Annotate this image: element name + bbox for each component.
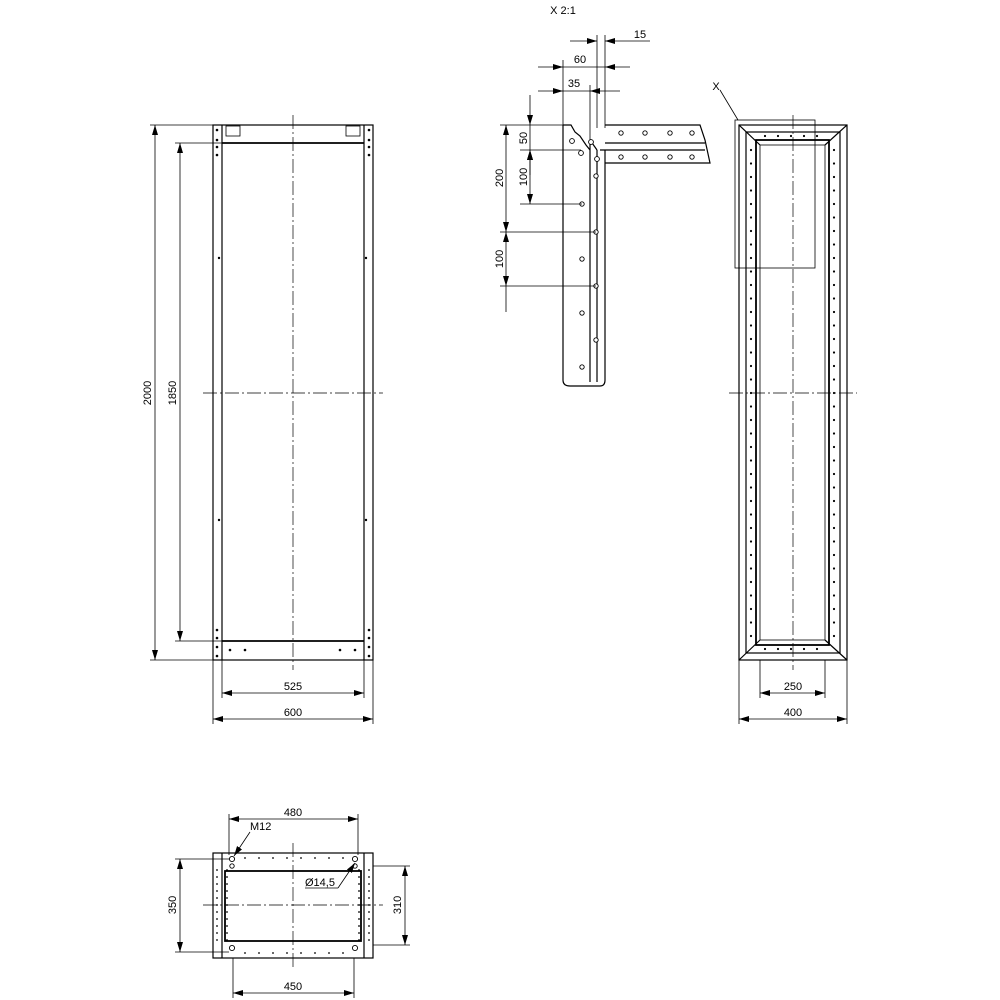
plan-depth-outer-label: 350 [167, 895, 179, 915]
rail-hole [368, 890, 370, 892]
rail-hole [750, 203, 752, 205]
rail-hole [833, 473, 835, 475]
rail-hole [750, 554, 752, 556]
rail-hole [286, 857, 288, 859]
rail-hole [226, 883, 228, 885]
rail-hole [833, 513, 835, 515]
rail-hole [244, 857, 246, 859]
rail-hole [777, 648, 779, 650]
rail-hole [226, 869, 228, 871]
detail-x-view [494, 5, 710, 386]
rail-hole [216, 911, 218, 913]
front-width-inner-label: 525 [283, 681, 303, 693]
rail-hole [286, 952, 288, 954]
rail-hole [226, 911, 228, 913]
rail-hole [750, 635, 752, 637]
rail-hole [833, 581, 835, 583]
rail-hole [750, 405, 752, 407]
rail-hole [750, 243, 752, 245]
rail-hole [244, 952, 246, 954]
rail-hole [833, 311, 835, 313]
side-detail-marker: X [712, 81, 720, 93]
rail-hole [368, 869, 370, 871]
rail-hole [833, 500, 835, 502]
plan-width-bottom-label: 450 [283, 981, 303, 993]
rail-hole [226, 918, 228, 920]
rail-hole [300, 952, 302, 954]
rail-hole [328, 952, 330, 954]
rail-hole [790, 648, 792, 650]
rail-hole [833, 419, 835, 421]
rail-hole [358, 932, 360, 934]
rail-hole [833, 635, 835, 637]
rail-hole [750, 419, 752, 421]
front-width-outer-label: 600 [283, 707, 303, 719]
rail-hole [750, 189, 752, 191]
rail-hole [833, 216, 835, 218]
rail-hole [833, 162, 835, 164]
rail-hole [750, 432, 752, 434]
rail-hole [750, 608, 752, 610]
rail-hole [368, 904, 370, 906]
rail-hole [750, 513, 752, 515]
detail-dim-15: 15 [633, 29, 647, 41]
rail-hole [764, 135, 766, 137]
rail-hole [750, 311, 752, 313]
rail-hole [258, 952, 260, 954]
rail-hole [833, 608, 835, 610]
rail-hole [358, 911, 360, 913]
rail-hole [833, 621, 835, 623]
rail-hole [833, 270, 835, 272]
rail-hole [833, 230, 835, 232]
rail-hole [803, 648, 805, 650]
rail-hole [750, 257, 752, 259]
rail-hole [816, 648, 818, 650]
rail-hole [226, 890, 228, 892]
plan-thread-label: M12 [250, 821, 272, 833]
rail-hole [358, 918, 360, 920]
rail-hole [750, 473, 752, 475]
rail-hole [833, 405, 835, 407]
rail-hole [833, 392, 835, 394]
rail-hole [750, 486, 752, 488]
rail-hole [342, 857, 344, 859]
rail-hole [803, 135, 805, 137]
detail-dim-50: 50 [518, 131, 530, 145]
rail-hole [833, 446, 835, 448]
rail-hole [216, 925, 218, 927]
rail-hole [833, 351, 835, 353]
rail-hole [750, 459, 752, 461]
rail-hole [368, 939, 370, 941]
rail-hole [790, 135, 792, 137]
rail-hole [833, 540, 835, 542]
rail-hole [258, 857, 260, 859]
rail-hole [750, 284, 752, 286]
rail-hole [368, 918, 370, 920]
rail-hole [833, 203, 835, 205]
rail-hole [226, 925, 228, 927]
rail-hole [358, 876, 360, 878]
rail-hole [750, 567, 752, 569]
rail-hole [368, 932, 370, 934]
side-width-outer-label: 400 [783, 707, 803, 719]
rail-hole [750, 392, 752, 394]
rail-hole [750, 446, 752, 448]
rail-hole [777, 135, 779, 137]
rail-hole [750, 297, 752, 299]
rail-hole [358, 939, 360, 941]
rail-hole [750, 324, 752, 326]
detail-dim-200: 200 [494, 168, 506, 188]
rail-hole [226, 939, 228, 941]
detail-dim-100-a: 100 [518, 167, 530, 187]
rail-hole [750, 365, 752, 367]
rail-hole [368, 883, 370, 885]
rail-hole [833, 243, 835, 245]
rail-hole [358, 897, 360, 899]
detail-dim-35: 35 [567, 78, 581, 90]
rail-hole [216, 883, 218, 885]
plan-depth-inner-label: 310 [392, 895, 404, 915]
rail-hole [833, 324, 835, 326]
rail-hole [216, 869, 218, 871]
rail-hole [833, 189, 835, 191]
rail-hole [833, 567, 835, 569]
rail-hole [750, 149, 752, 151]
rail-hole [750, 351, 752, 353]
rail-hole [833, 257, 835, 259]
front-view [142, 115, 383, 724]
rail-hole [216, 904, 218, 906]
plan-hole-dia-label: Ø14,5 [305, 877, 335, 889]
detail-dim-60: 60 [573, 54, 587, 66]
rail-hole [833, 594, 835, 596]
rail-hole [314, 857, 316, 859]
rail-hole [300, 857, 302, 859]
side-width-inner-label: 250 [783, 681, 803, 693]
detail-holes [570, 131, 695, 369]
rail-hole [833, 297, 835, 299]
rail-hole [750, 581, 752, 583]
rail-hole [358, 869, 360, 871]
rail-hole [226, 897, 228, 899]
detail-title: X 2:1 [550, 5, 576, 17]
rail-hole [750, 216, 752, 218]
rail-hole [216, 876, 218, 878]
side-view-holes [750, 135, 835, 650]
rail-hole [833, 365, 835, 367]
rail-hole [216, 890, 218, 892]
rail-hole [833, 527, 835, 529]
rail-hole [226, 904, 228, 906]
rail-hole [314, 952, 316, 954]
rail-hole [750, 540, 752, 542]
rail-hole [750, 176, 752, 178]
rail-hole [833, 284, 835, 286]
rail-hole [358, 925, 360, 927]
rail-hole [750, 162, 752, 164]
rail-hole [226, 876, 228, 878]
rail-hole [833, 338, 835, 340]
rail-hole [342, 952, 344, 954]
rail-hole [764, 648, 766, 650]
rail-hole [833, 554, 835, 556]
rail-hole [368, 897, 370, 899]
detail-dim-100-b: 100 [494, 249, 506, 269]
rail-hole [358, 883, 360, 885]
rail-hole [272, 952, 274, 954]
rail-hole [750, 621, 752, 623]
plan-view [167, 807, 410, 998]
rail-hole [750, 527, 752, 529]
rail-hole [833, 149, 835, 151]
front-height-outer-label: 2000 [142, 380, 154, 406]
rail-hole [328, 857, 330, 859]
rail-hole [368, 911, 370, 913]
rail-hole [833, 432, 835, 434]
rail-hole [216, 932, 218, 934]
rail-hole [216, 939, 218, 941]
rail-hole [816, 135, 818, 137]
rail-hole [750, 270, 752, 272]
rail-hole [750, 594, 752, 596]
plan-dim-480: 480 [283, 807, 303, 819]
rail-hole [833, 486, 835, 488]
rail-hole [750, 378, 752, 380]
rail-hole [272, 857, 274, 859]
rail-hole [750, 500, 752, 502]
front-height-inner-label: 1850 [167, 380, 179, 406]
rail-hole [368, 925, 370, 927]
rail-hole [358, 904, 360, 906]
rail-hole [226, 932, 228, 934]
rail-hole [358, 890, 360, 892]
rail-hole [216, 918, 218, 920]
rail-hole [833, 459, 835, 461]
rail-hole [368, 876, 370, 878]
rail-hole [833, 378, 835, 380]
rail-hole [750, 230, 752, 232]
side-view [712, 81, 857, 724]
rail-hole [216, 897, 218, 899]
rail-hole [750, 338, 752, 340]
rail-hole [833, 176, 835, 178]
